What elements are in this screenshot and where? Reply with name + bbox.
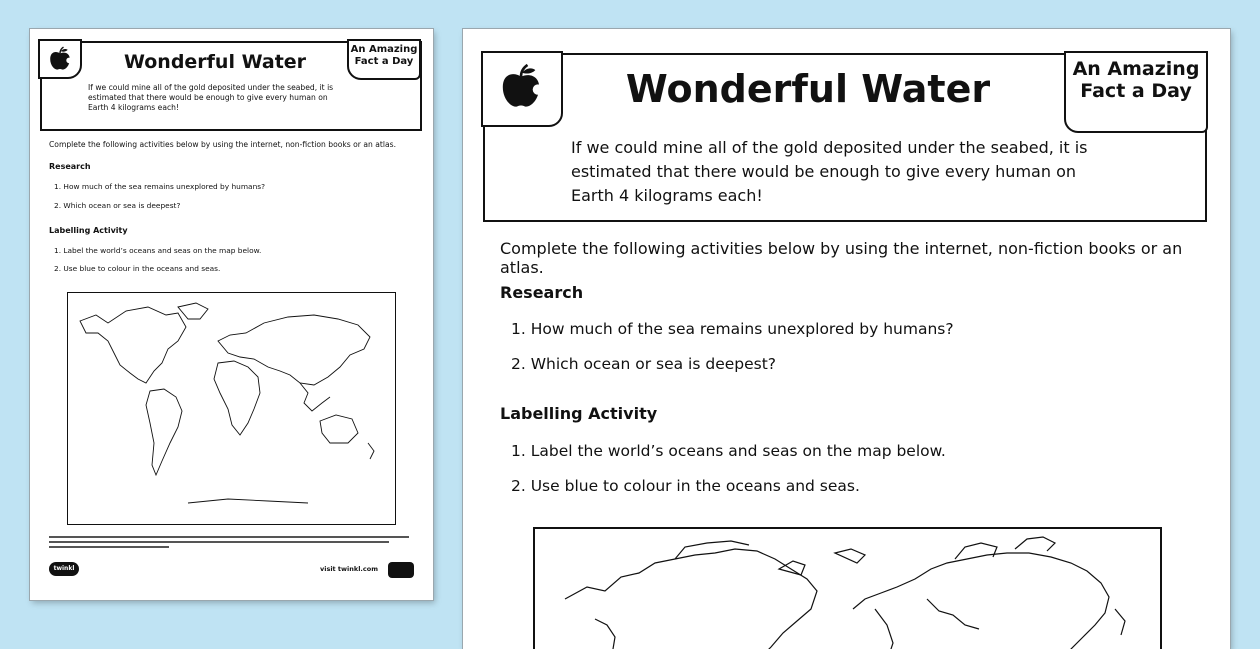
world-map xyxy=(533,527,1162,649)
labelling-item: 1. Label the world’s oceans and seas on the map below. xyxy=(511,442,946,460)
fact-line-3: Earth 4 kilograms each! xyxy=(571,186,763,205)
apple-tab xyxy=(481,51,563,127)
world-map xyxy=(67,292,396,525)
badge-line-2: Fact a Day xyxy=(1080,79,1192,102)
worksheet-preview-thumbnail xyxy=(30,29,433,600)
labelling-item: 2. Use blue to colour in the oceans and seas. xyxy=(511,477,860,495)
fact-line-2: estimated that there would be enough to give every human on xyxy=(571,162,1076,181)
footer-url: visit twinkl.com xyxy=(319,565,378,573)
research-item: 1. How much of the sea remains unexplored by humans? xyxy=(54,182,266,191)
page-footer xyxy=(49,562,414,578)
footer-badge-icon xyxy=(388,562,414,578)
research-item: 2. Which ocean or sea is deepest? xyxy=(54,201,181,210)
disclaimer-lines xyxy=(49,534,414,553)
fact-line-3: Earth 4 kilograms each! xyxy=(88,102,180,112)
research-heading: Research xyxy=(500,283,584,302)
fact-line-2: estimated that there would be enough to give every human on xyxy=(88,92,328,102)
disclaimer-text-lines xyxy=(49,534,414,552)
research-item: 1. How much of the sea remains unexplored by humans? xyxy=(511,320,954,338)
fact-text xyxy=(88,83,358,113)
apple-tab xyxy=(38,39,82,79)
fact-line-1: If we could mine all of the gold deposited under the seabed, it is xyxy=(571,138,1088,157)
amazing-fact-badge xyxy=(347,39,421,80)
badge-line-1: An Amazing xyxy=(1072,58,1200,80)
fact-text xyxy=(571,136,1091,208)
labelling-item: 1. Label the world’s oceans and seas on the map below. xyxy=(54,246,262,255)
instructions-text: Complete the following activities below by using the internet, non-fiction books or an atlas. xyxy=(49,140,396,149)
world-map-outline xyxy=(68,293,395,524)
research-heading: Research xyxy=(49,162,91,171)
apple-icon xyxy=(46,45,74,73)
instructions-text: Complete the following activities below by using the internet, non-fiction books or an atlas. xyxy=(500,239,1183,277)
badge-line-2: Fact a Day xyxy=(354,55,414,67)
worksheet-title: Wonderful Water xyxy=(123,51,307,73)
labelling-heading: Labelling Activity xyxy=(500,404,658,423)
amazing-fact-badge xyxy=(1064,51,1208,133)
labelling-item: 2. Use blue to colour in the oceans and seas. xyxy=(54,264,221,273)
twinkl-logo: twinkl xyxy=(49,562,79,576)
apple-icon xyxy=(495,61,547,113)
fact-line-1: If we could mine all of the gold deposited under the seabed, it is xyxy=(88,83,334,92)
research-item: 2. Which ocean or sea is deepest? xyxy=(511,355,777,373)
worksheet-page xyxy=(463,29,1230,649)
badge-line-1: An Amazing xyxy=(350,44,418,55)
world-map-outline xyxy=(535,529,1160,649)
worksheet-title: Wonderful Water xyxy=(625,67,991,111)
labelling-heading: Labelling Activity xyxy=(49,226,128,235)
